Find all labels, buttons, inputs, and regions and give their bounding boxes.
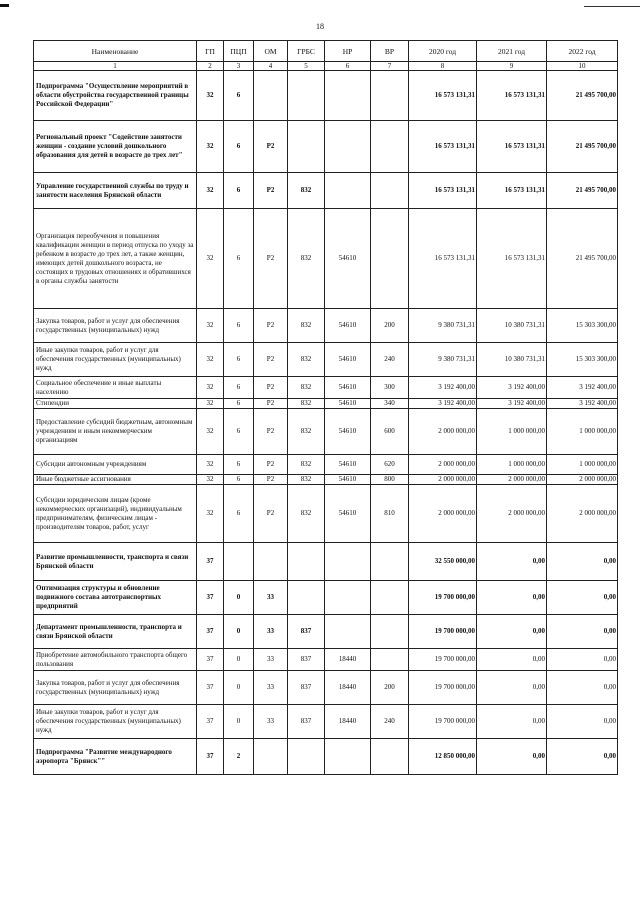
header-2022: 2022 год	[547, 41, 618, 62]
row-2021-cell: 1 000 000,00	[477, 455, 547, 475]
row-gp-cell: 37	[197, 581, 224, 615]
row-name-cell: Региональный проект "Содействие занятости женщин - создание условий дошкольного образования для детей в возрасте до трех лет"	[34, 121, 197, 173]
row-nr-cell	[325, 543, 371, 581]
row-nr-cell: 18440	[325, 649, 371, 671]
row-om-cell	[254, 543, 288, 581]
row-2022-cell: 1 000 000,00	[547, 455, 618, 475]
row-nr-cell: 18440	[325, 671, 371, 705]
row-pcp-cell	[224, 543, 254, 581]
row-2021-cell: 16 573 131,31	[477, 209, 547, 309]
row-gp-cell: 32	[197, 121, 224, 173]
header-2020: 2020 год	[409, 41, 477, 62]
row-vr-cell	[371, 209, 409, 309]
table-row	[34, 309, 618, 343]
row-nr-cell: 54610	[325, 377, 371, 399]
row-om-cell: Р2	[254, 485, 288, 543]
row-om-cell	[254, 739, 288, 775]
row-name-cell: Подпрограмма "Развитие международного аэропорта "Брянск""	[34, 739, 197, 775]
row-grbs-cell: 837	[288, 615, 325, 649]
row-grbs-cell: 832	[288, 475, 325, 485]
row-om-cell: Р2	[254, 309, 288, 343]
table-row	[34, 581, 618, 615]
row-nr-cell: 54610	[325, 409, 371, 455]
row-om-cell: 33	[254, 705, 288, 739]
table-row	[34, 343, 618, 377]
row-2020-cell: 19 700 000,00	[409, 615, 477, 649]
scan-edge-line	[584, 6, 640, 7]
row-gp-cell: 32	[197, 173, 224, 209]
row-name-cell: Закупка товаров, работ и услуг для обеспечения государственных (муниципальных) нужд	[34, 671, 197, 705]
row-name-cell: Иные закупки товаров, работ и услуг для обеспечения государственных (муниципальных) нужд	[34, 343, 197, 377]
row-2022-cell: 3 192 400,00	[547, 399, 618, 409]
row-gp-cell: 32	[197, 475, 224, 485]
table-row	[34, 543, 618, 581]
row-name-cell: Департамент промышленности, транспорта и связи Брянской области	[34, 615, 197, 649]
column-number: 10	[547, 62, 618, 71]
row-om-cell: Р2	[254, 377, 288, 399]
row-name-cell: Приобретение автомобильного транспорта общего пользования	[34, 649, 197, 671]
row-vr-cell: 340	[371, 399, 409, 409]
column-number: 7	[371, 62, 409, 71]
row-2021-cell: 16 573 131,31	[477, 71, 547, 121]
header-nr: НР	[325, 41, 371, 62]
table-row	[34, 615, 618, 649]
row-2020-cell: 12 850 000,00	[409, 739, 477, 775]
row-grbs-cell: 837	[288, 671, 325, 705]
column-number: 4	[254, 62, 288, 71]
row-2020-cell: 16 573 131,31	[409, 121, 477, 173]
row-om-cell: Р2	[254, 173, 288, 209]
row-pcp-cell: 0	[224, 671, 254, 705]
row-grbs-cell	[288, 121, 325, 173]
row-name-cell: Иные закупки товаров, работ и услуг для обеспечения государственных (муниципальных) нужд	[34, 705, 197, 739]
row-2020-cell: 19 700 000,00	[409, 705, 477, 739]
row-2022-cell: 0,00	[547, 739, 618, 775]
row-2021-cell: 0,00	[477, 739, 547, 775]
header-grbs: ГРБС	[288, 41, 325, 62]
row-2021-cell: 0,00	[477, 671, 547, 705]
row-vr-cell	[371, 581, 409, 615]
row-grbs-cell: 832	[288, 309, 325, 343]
row-nr-cell: 18440	[325, 705, 371, 739]
row-gp-cell: 37	[197, 649, 224, 671]
row-nr-cell: 54610	[325, 455, 371, 475]
row-2020-cell: 9 380 731,31	[409, 343, 477, 377]
row-2020-cell: 2 000 000,00	[409, 485, 477, 543]
row-grbs-cell: 837	[288, 649, 325, 671]
row-2022-cell: 0,00	[547, 671, 618, 705]
row-2022-cell: 2 000 000,00	[547, 475, 618, 485]
row-name-cell: Иные бюджетные ассигнования	[34, 475, 197, 485]
row-om-cell: Р2	[254, 209, 288, 309]
table-body	[34, 71, 618, 775]
row-nr-cell	[325, 121, 371, 173]
row-vr-cell: 620	[371, 455, 409, 475]
row-2022-cell: 15 303 300,00	[547, 343, 618, 377]
row-gp-cell: 37	[197, 671, 224, 705]
row-vr-cell: 800	[371, 475, 409, 485]
row-2020-cell: 2 000 000,00	[409, 455, 477, 475]
header-om: ОМ	[254, 41, 288, 62]
row-2021-cell: 2 000 000,00	[477, 475, 547, 485]
row-om-cell: Р2	[254, 121, 288, 173]
row-nr-cell: 54610	[325, 485, 371, 543]
row-name-cell: Развитие промышленности, транспорта и связи Брянской области	[34, 543, 197, 581]
row-2022-cell: 21 495 700,00	[547, 173, 618, 209]
row-2021-cell: 1 000 000,00	[477, 409, 547, 455]
row-grbs-cell	[288, 581, 325, 615]
row-pcp-cell: 0	[224, 581, 254, 615]
row-grbs-cell	[288, 543, 325, 581]
header-gp: ГП	[197, 41, 224, 62]
table-row	[34, 71, 618, 121]
row-2022-cell: 1 000 000,00	[547, 409, 618, 455]
row-gp-cell: 32	[197, 309, 224, 343]
row-2021-cell: 16 573 131,31	[477, 173, 547, 209]
row-pcp-cell: 0	[224, 705, 254, 739]
table-row	[34, 475, 618, 485]
row-vr-cell: 240	[371, 343, 409, 377]
row-2020-cell: 16 573 131,31	[409, 209, 477, 309]
table-row	[34, 649, 618, 671]
table-row	[34, 455, 618, 475]
row-vr-cell	[371, 173, 409, 209]
row-2020-cell: 3 192 400,00	[409, 377, 477, 399]
table-row	[34, 671, 618, 705]
row-2020-cell: 9 380 731,31	[409, 309, 477, 343]
row-2022-cell: 21 495 700,00	[547, 209, 618, 309]
row-2021-cell: 2 000 000,00	[477, 485, 547, 543]
row-om-cell: Р2	[254, 343, 288, 377]
column-number: 3	[224, 62, 254, 71]
page-number: 18	[316, 22, 324, 31]
row-nr-cell	[325, 581, 371, 615]
row-name-cell: Управление государственной службы по труду и занятости населения Брянской области	[34, 173, 197, 209]
header-2021: 2021 год	[477, 41, 547, 62]
row-2022-cell: 0,00	[547, 705, 618, 739]
row-grbs-cell: 832	[288, 343, 325, 377]
row-vr-cell	[371, 615, 409, 649]
row-gp-cell: 32	[197, 399, 224, 409]
row-vr-cell: 810	[371, 485, 409, 543]
table-row	[34, 377, 618, 399]
row-grbs-cell: 832	[288, 209, 325, 309]
column-number: 2	[197, 62, 224, 71]
row-2021-cell: 3 192 400,00	[477, 377, 547, 399]
row-2022-cell: 15 303 300,00	[547, 309, 618, 343]
row-pcp-cell: 6	[224, 475, 254, 485]
row-vr-cell: 240	[371, 705, 409, 739]
row-pcp-cell: 6	[224, 409, 254, 455]
row-2021-cell: 10 380 731,31	[477, 343, 547, 377]
row-gp-cell: 32	[197, 209, 224, 309]
row-name-cell: Подпрограмма "Осуществление мероприятий в области обустройства государственной границы Российской Федерации"	[34, 71, 197, 121]
header-name: Наименование	[34, 41, 197, 62]
row-grbs-cell: 832	[288, 409, 325, 455]
table-row	[34, 399, 618, 409]
row-vr-cell: 200	[371, 671, 409, 705]
row-2022-cell: 0,00	[547, 615, 618, 649]
row-2021-cell: 0,00	[477, 649, 547, 671]
row-pcp-cell: 6	[224, 71, 254, 121]
row-vr-cell: 200	[371, 309, 409, 343]
row-nr-cell: 54610	[325, 343, 371, 377]
row-2022-cell: 21 495 700,00	[547, 121, 618, 173]
row-2020-cell: 16 573 131,31	[409, 173, 477, 209]
column-number: 8	[409, 62, 477, 71]
row-2021-cell: 0,00	[477, 615, 547, 649]
row-pcp-cell: 6	[224, 343, 254, 377]
header-vr: ВР	[371, 41, 409, 62]
row-om-cell: Р2	[254, 455, 288, 475]
budget-table	[33, 40, 618, 775]
row-nr-cell: 54610	[325, 209, 371, 309]
row-gp-cell: 32	[197, 71, 224, 121]
header-row	[34, 41, 618, 62]
row-om-cell	[254, 71, 288, 121]
row-2020-cell: 19 700 000,00	[409, 649, 477, 671]
row-om-cell: 33	[254, 615, 288, 649]
row-nr-cell	[325, 615, 371, 649]
row-grbs-cell: 832	[288, 377, 325, 399]
row-name-cell: Субсидии автономным учреждениям	[34, 455, 197, 475]
row-2022-cell: 2 000 000,00	[547, 485, 618, 543]
row-2022-cell: 3 192 400,00	[547, 377, 618, 399]
row-pcp-cell: 6	[224, 121, 254, 173]
row-name-cell: Стипендии	[34, 399, 197, 409]
row-2020-cell: 2 000 000,00	[409, 409, 477, 455]
table-row	[34, 739, 618, 775]
row-om-cell: 33	[254, 671, 288, 705]
row-gp-cell: 32	[197, 409, 224, 455]
row-2022-cell: 0,00	[547, 543, 618, 581]
row-pcp-cell: 6	[224, 209, 254, 309]
table-row	[34, 705, 618, 739]
row-vr-cell: 300	[371, 377, 409, 399]
column-number-row	[34, 62, 618, 71]
row-2020-cell: 2 000 000,00	[409, 475, 477, 485]
row-gp-cell: 32	[197, 377, 224, 399]
row-gp-cell: 37	[197, 739, 224, 775]
row-pcp-cell: 6	[224, 399, 254, 409]
row-2021-cell: 10 380 731,31	[477, 309, 547, 343]
row-gp-cell: 32	[197, 343, 224, 377]
row-2020-cell: 19 700 000,00	[409, 671, 477, 705]
row-om-cell: 33	[254, 649, 288, 671]
row-grbs-cell	[288, 71, 325, 121]
row-2022-cell: 21 495 700,00	[547, 71, 618, 121]
row-gp-cell: 32	[197, 455, 224, 475]
row-name-cell: Организация переобучения и повышения квалификации женщин в период отпуска по уходу за ребенком в возрасте до трех лет, а также женщин, имеющих детей дошкольного возраста, не состоящих в трудовых отношениях и обратившихся в органы службы занятости	[34, 209, 197, 309]
row-vr-cell	[371, 739, 409, 775]
row-name-cell: Социальное обеспечение и иные выплаты населению	[34, 377, 197, 399]
row-grbs-cell: 837	[288, 705, 325, 739]
scan-edge-mark	[0, 4, 9, 7]
row-name-cell: Оптимизация структуры и обновление подвижного состава автотранспортных предприятий	[34, 581, 197, 615]
row-name-cell: Субсидии юридическим лицам (кроме некоммерческих организаций), индивидуальным предпринимателям, физическим лицам - производителям товаров, работ, услуг	[34, 485, 197, 543]
row-name-cell: Закупка товаров, работ и услуг для обеспечения государственных (муниципальных) нужд	[34, 309, 197, 343]
table-row	[34, 209, 618, 309]
row-pcp-cell: 6	[224, 173, 254, 209]
row-gp-cell: 37	[197, 705, 224, 739]
header-pcp: ПЦП	[224, 41, 254, 62]
row-2020-cell: 19 700 000,00	[409, 581, 477, 615]
row-2022-cell: 0,00	[547, 649, 618, 671]
row-vr-cell	[371, 543, 409, 581]
row-2021-cell: 0,00	[477, 581, 547, 615]
row-2020-cell: 32 550 000,00	[409, 543, 477, 581]
row-2021-cell: 0,00	[477, 543, 547, 581]
row-nr-cell	[325, 173, 371, 209]
table-row	[34, 409, 618, 455]
row-om-cell: Р2	[254, 475, 288, 485]
row-2022-cell: 0,00	[547, 581, 618, 615]
row-2021-cell: 0,00	[477, 705, 547, 739]
row-nr-cell	[325, 739, 371, 775]
row-om-cell: 33	[254, 581, 288, 615]
row-pcp-cell: 2	[224, 739, 254, 775]
row-2021-cell: 16 573 131,31	[477, 121, 547, 173]
column-number: 5	[288, 62, 325, 71]
row-grbs-cell: 832	[288, 173, 325, 209]
row-gp-cell: 37	[197, 543, 224, 581]
row-vr-cell	[371, 121, 409, 173]
row-pcp-cell: 6	[224, 485, 254, 543]
row-grbs-cell	[288, 739, 325, 775]
row-gp-cell: 37	[197, 615, 224, 649]
row-name-cell: Предоставление субсидий бюджетным, автономным учреждениям и иным некоммерческим организациям	[34, 409, 197, 455]
table-row	[34, 121, 618, 173]
row-2021-cell: 3 192 400,00	[477, 399, 547, 409]
row-grbs-cell: 832	[288, 455, 325, 475]
row-2020-cell: 3 192 400,00	[409, 399, 477, 409]
row-vr-cell	[371, 71, 409, 121]
table-row	[34, 485, 618, 543]
row-pcp-cell: 6	[224, 309, 254, 343]
row-vr-cell	[371, 649, 409, 671]
row-pcp-cell: 6	[224, 455, 254, 475]
column-number: 6	[325, 62, 371, 71]
row-grbs-cell: 832	[288, 399, 325, 409]
row-2020-cell: 16 573 131,31	[409, 71, 477, 121]
column-number: 1	[34, 62, 197, 71]
row-pcp-cell: 0	[224, 615, 254, 649]
table-row	[34, 173, 618, 209]
column-number: 9	[477, 62, 547, 71]
row-pcp-cell: 0	[224, 649, 254, 671]
row-nr-cell	[325, 71, 371, 121]
row-vr-cell: 600	[371, 409, 409, 455]
row-nr-cell: 54610	[325, 475, 371, 485]
row-pcp-cell: 6	[224, 377, 254, 399]
row-gp-cell: 32	[197, 485, 224, 543]
row-om-cell: Р2	[254, 399, 288, 409]
row-nr-cell: 54610	[325, 309, 371, 343]
row-om-cell: Р2	[254, 409, 288, 455]
row-nr-cell: 54610	[325, 399, 371, 409]
row-grbs-cell: 832	[288, 485, 325, 543]
